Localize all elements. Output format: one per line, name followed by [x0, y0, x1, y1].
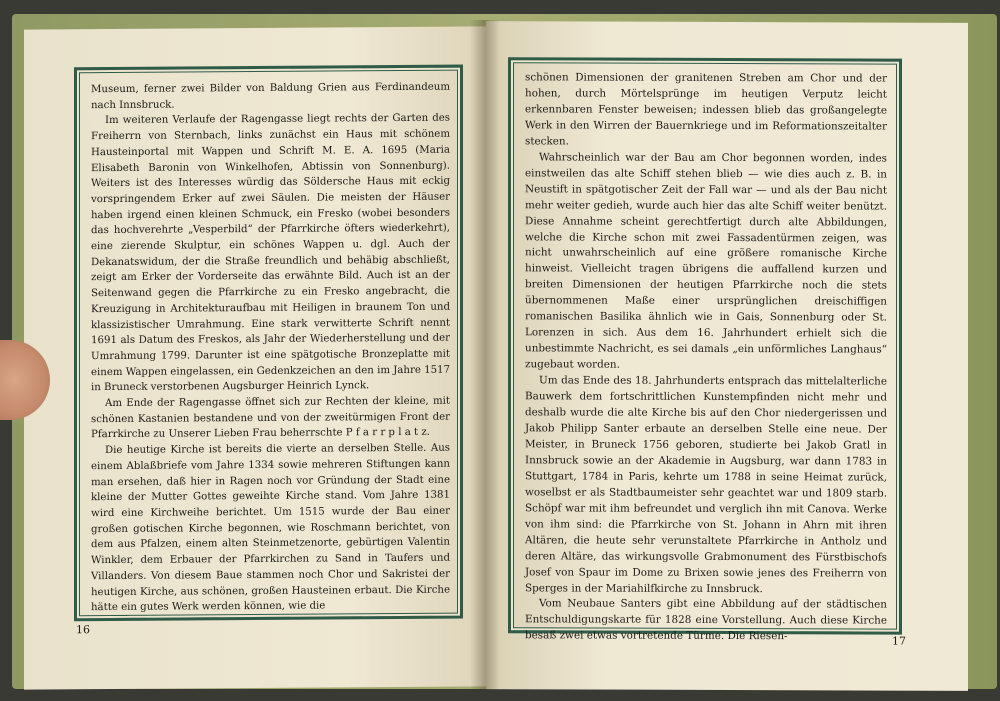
left-page — [24, 26, 486, 689]
left-page-text — [91, 80, 450, 616]
left-page-border — [74, 65, 463, 622]
right-page — [486, 21, 968, 691]
left-paragraph-2: Im weiteren Verlaufe der Ragengasse liegt rechts der Garten des Freiherrn von Sternbach, links zunächst ein Haus mit schönem Hausteinportal mit Wappen und Schrift M. E. A. 1695 (Maria Elisabeth Baronin von Winkelhofen, Abtissin von Sonnenburg). Weiters ist des Interesses würdig das Söldersche Haus mit eckig vorspringendem Erker auf zwei Säulen. Die meisten der Häuser haben irgend einen kleinen Schmuck, ein Fresko (wobei besonders das hochverehrte „Vesperbild“ der Pfarrkirche öfters wiederkehrt), eine zierende Skulptur, ein schönes Wappen u. dgl. Auch der Dekanatswidum, der die Straße freundlich und behäbig abschließt, zeigt am Erker der Vorderseite das erwähnte Bild. Auch ist an der Seitenwand gegen die Pfarrkirche zu ein Fresko angebracht, die Kreuzigung in Architekturaufbau mit Heiligen in braunem Ton und klassizistischer Umrahmung. Eine stark verwitterte Schrift nennt 1691 als Datum des Freskos, als Jahr der Wiederherstellung und der Umrahmung 1799. Darunter ist eine spätgotische Bronzeplatte mit einem Wappen eingelassen, ein Gedenkzeichen an den im Jahre 1517 in Bruneck verstorbenen Augsburger Heinrich Lynck. — [91, 113, 451, 394]
right-paragraph-4: Vom Neubaue Santers gibt eine Abbildung auf der städtischen Entschuldigungskarte für 1828 eine Vorstellung. Auch diese Kirche besaß zwei etwas vortretende Türme. Die Riesen- — [525, 597, 887, 643]
right-page-number: 17 — [892, 634, 906, 648]
book-spine — [470, 20, 500, 690]
left-paragraph-4: Die heutige Kirche ist bereits die vierte an derselben Stelle. Aus einem Ablaßbriefe vom Jahre 1334 sowie mehreren Stiftungen kann man ersehen, daß hier in Ragen noch vor Gründung der Stadt eine kleine der Mutter Gottes geweihte Kirche stand. Vom Jahre 1381 wird eine Kirchweihe berichtet. Um 1515 wurde der Bau einer großen gotischen Kirche begonnen, wie Roschmann berichtet, von dem aus Pfalzen, einem alten Steinmetzenorte, gebürtigen Valentin Winkler, dem Erbauer der Pfarrkirchen zu Sand in Taufers und Villanders. Von diesem Baue stammen noch Chor und Sakristei der heutigen Kirche, aus schönen, großen Hausteinen erbaut. Die Kirche hätte ein gutes Werk werden können, wie die — [91, 442, 450, 614]
right-page-text — [525, 70, 887, 646]
right-paragraph-1: schönen Dimensionen der granitenen Streben am Chor und der hohen, durch Mörtelsprünge im heutigen Verputz leicht erkennbaren Fenster beweisen; indessen blieb das großangelegte Werk in den Wirren der Bauernkriege und im Reformationszeitalter stecken. — [525, 71, 887, 148]
right-page-border — [508, 57, 902, 643]
right-paragraph-2: Wahrscheinlich war der Bau am Chor begonnen worden, indes einstweilen das alte Schiff stehen blieb — wie dies auch z. B. in Neustift in spätgotischer Zeit der Fall war — und als der Bau nicht mehr weiter gedieh, wurde auch hier das alte Schiff weiter benützt. Diese Annahme scheint gerechtfertigt durch alte Abbildungen, welche die Kirche schon mit zwei Fassadentürmen zeigen, was nicht unwahrscheinlich auf eine größere romanische Kirche hinweist. Vielleicht tragen übrigens die auffallend kurzen und breiten Dimensionen der heutigen Pfarrkirche noch die stets übernommenen Maße einer ursprünglichen dreischiffigen romanischen Basilika ähnlich wie in Gais, Sonnenburg oder St. Lorenzen in sich. Aus dem 16. Jahrhundert erhielt sich die unbestimmte Nachricht, es sei damals „ein unförmliches Langhaus“ zugebaut worden. — [525, 151, 887, 371]
right-paragraph-3: Um das Ende des 18. Jahrhunderts entsprach das mittelalterliche Bauwerk dem fortschrittlichen Kunstempfinden nicht mehr und deshalb wurde die alte Kirche bis auf den Chor niedergerissen und Jakob Philipp Santer erbaute an derselben Stelle eine neue. Der Meister, in Bruneck 1756 geboren, studierte bei Jakob Gratl in Innsbruck sowie an der Akademie in Augsburg, war dann 1783 in Stuttgart, 1784 in Paris, kehrte um 1788 in seine Heimat zurück, woselbst er als Stadtbaumeister sehr geachtet war und 1809 starb. Schöpf war mit ihm befreundet und verglich ihn mit Canova. Werke von ihm sind: die Pfarrkirche von St. Johann in Ahrn mit ihren Altären, die heute sehr verunstaltete Pfarrkirche in Antholz und deren Altäre, das wirkungsvolle Grabmonument des Fürstbischofs Josef von Spaur im Dome zu Brixen sowie jenes des Freiherrn von Sperges in der Mariahilfkirche zu Innsbruck. — [525, 374, 887, 595]
left-paragraph-1: Museum, ferner zwei Bilder von Baldung Grien aus Ferdinandeum nach Innsbruck. — [91, 81, 450, 111]
left-paragraph-3: Am Ende der Ragengasse öffnet sich zur Rechten der kleine, mit schönen Kastanien bestandene und von der zweitürmigen Front der Pfarrkirche zu Unserer Lieben Frau beherrschte P f a r r p l a t z. — [91, 395, 450, 441]
left-page-number: 16 — [76, 623, 90, 637]
